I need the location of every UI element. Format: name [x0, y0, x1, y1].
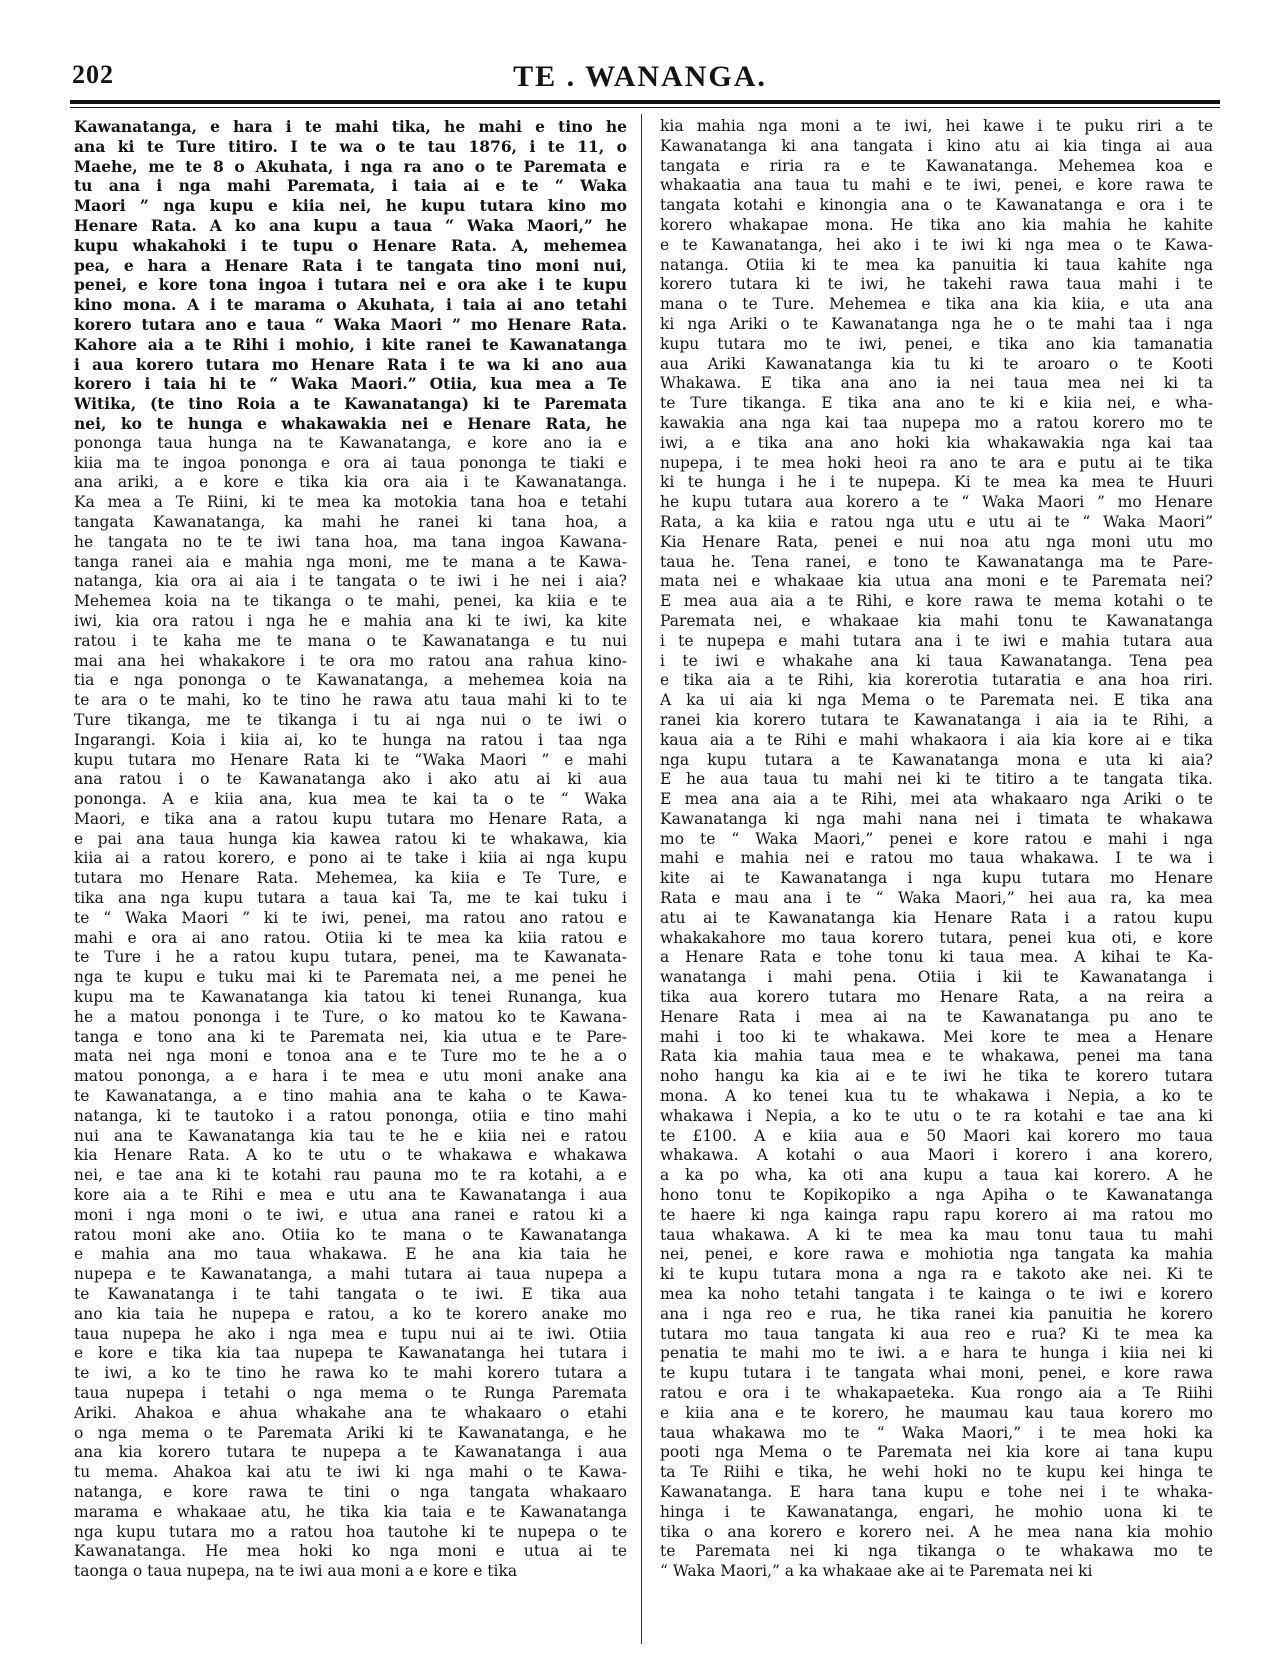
text-line: ana ariki, a e kore e tika kia ora aia i te Kawanatanga.	[74, 473, 627, 492]
text-line: tika o ana korero e korero nei. A he mea nana kia mohio	[660, 1522, 1213, 1541]
text-line: tika aua korero tutara mo Henare Rata, a na reira a	[660, 988, 1213, 1007]
text-line: ano kia taia he nupepa e ratou, a ko te korero anake mo	[74, 1304, 627, 1323]
text-line: Kahore aia a te Rihi i mohio, i kite ranei te Kawanatanga	[74, 334, 627, 354]
text-line: Witika, (te tino Roia a te Kawanatanga) ki te Paremata	[74, 394, 627, 414]
text-line: penatia te mahi mo te iwi. a e hara te hunga i kiia nei ki	[660, 1344, 1213, 1363]
text-line: taua he. Tena ranei, e tono te Kawanatanga ma te Pare-	[660, 552, 1213, 571]
text-line: tika ana nga kupu tutara a taua kai Ta, me te kai tuku i	[74, 889, 627, 908]
text-line: o nga mema o te Paremata Ariki ki te Kawanatanga, e he	[74, 1423, 627, 1442]
text-line: kore aia a te Rihi e mea e utu ana te Kawanatanga i aua	[74, 1186, 627, 1205]
text-line: korero tutara ki te iwi, he takehi rawa taua mahi i te	[660, 275, 1213, 294]
text-line: pea, e hara a Henare Rata i te tangata tino moni nui,	[74, 255, 627, 275]
text-line: e mahia ana mo taua whakawa. E he ana kia taia he	[74, 1245, 627, 1264]
text-line: whakakahore mo taua korero tutara, penei kua oti, e kore	[660, 928, 1213, 947]
text-line: Kawanatanga ki nga mahi nana nei i timata te whakawa	[660, 809, 1213, 828]
page-number: 202	[72, 60, 114, 89]
text-line: “ Waka Maori,” a ka whakaae ake ai te Paremata nei ki	[660, 1562, 1093, 1581]
text-line: ta Te Riihi e tika, he wehi hoki no te kupu kei hinga te	[660, 1463, 1213, 1482]
text-line: e tika aia a te Rihi, kia korerotia tutaratia e ana hoa riri.	[660, 671, 1213, 690]
text-line: kupu ma te Kawanatanga kia tatou ki tenei Runanga, kua	[74, 988, 627, 1007]
left-text-column	[74, 117, 627, 1637]
text-line: hinga i te Kawanatanga, engari, he mohio uona ki te	[660, 1502, 1213, 1521]
text-line: pooti nga Mema o te Paremata nei kia kore ai tana kupu	[660, 1443, 1213, 1462]
text-line: marama e whakaae atu, he tika kia taia e te Kawanatanga	[74, 1502, 627, 1521]
text-line: atu ai te Kawanatanga kia Henare Rata i a ratou kupu	[660, 908, 1213, 927]
text-line: ana ratou i o te Kawanatanga ako i ako atu ai ki aua	[74, 770, 627, 789]
text-line: tangata kotahi e kinongia ana o te Kawanatanga e ora i te	[660, 196, 1213, 215]
text-line: whakaatia ana taua tu mahi e te iwi, penei, e kore rawa te	[660, 176, 1213, 195]
text-line: taua whakawa mo te “ Waka Maori,” i te mea hoki ka	[660, 1423, 1213, 1442]
text-line: kupu whakahoki i te tupu o Henare Rata. A, mehemea	[74, 235, 627, 255]
text-line: kia Henare Rata. A ko te utu o te whakawa e whakawa	[74, 1146, 627, 1165]
text-line: te haere ki nga kainga rapu rapu korero ai ma ratou mo	[660, 1205, 1213, 1224]
text-line: Ture tikanga, me te tikanga i tu ai nga nui o te iwi o	[74, 710, 627, 729]
text-line: matou pononga, a e hara i te mea e utu moni anake ana	[74, 1067, 627, 1086]
text-line: natanga, ki te tautoko i a ratou pononga, otiia e tino mahi	[74, 1106, 627, 1125]
text-line: mata nei nga moni e tonoa ana e te Ture mo te he a o	[74, 1047, 627, 1066]
text-line: tangata Kawanatanga, ka mahi he ranei ki tana hoa, a	[74, 512, 627, 531]
text-line: te £100. A e kiia aua e 50 Maori kai korero mo taua	[660, 1126, 1213, 1145]
text-line: e kore e tika kia taa nupepa te Kawanatanga hei tutara i	[74, 1344, 627, 1363]
text-line: Maori ” nga kupu e kiia nei, he kupu tutara kino mo	[74, 196, 627, 216]
text-line: te ara o te mahi, ko te tino he rawa atu taua mahi ki to te	[74, 691, 627, 710]
text-line: nei, penei, e kore rawa e mohiotia nga tangata ka mahia	[660, 1245, 1213, 1264]
text-line: ki nga Ariki o te Kawanatanga nga he o te mahi taa i nga	[660, 314, 1213, 333]
text-line: Rata kia mahia taua mea e te whakawa, penei ma tana	[660, 1047, 1213, 1066]
text-line: ki te hunga i he i te nupepa. Ki te mea ka mea te Huuri	[660, 473, 1213, 492]
text-line: Paremata nei, e whakaae kia mahi tonu te Kawanatanga	[660, 611, 1213, 630]
text-line: Ka mea a Te Riini, ki te mea ka motokia tana hoa e tetahi	[74, 493, 627, 512]
text-line: te Ture i he a ratou kupu tutara, penei, ma te Kawanata-	[74, 948, 627, 967]
text-line: penei, e kore tona ingoa i tutara nei e ora ake i te kupu	[74, 275, 627, 295]
text-line: aua Ariki Kawanatanga kia tu ki te aroaro o te Kooti	[660, 354, 1213, 373]
text-line: ki te kupu tutara mona a nga ra e takoto ake nei. Ki te	[660, 1265, 1213, 1284]
text-line: mo te “ Waka Maori,” penei e kore ratou e mahi i nga	[660, 829, 1213, 848]
text-line: mahi e ora ai ano ratou. Otiia ki te mea ka kiia ratou e	[74, 928, 627, 947]
text-line: noho hangu ka kia ai e te iwi he tika te korero tutara	[660, 1067, 1213, 1086]
text-line: iwi, a e tika ana ano hoki kia whakawakia nga kai taa	[660, 433, 1213, 452]
header-rule-thick	[70, 100, 1220, 104]
text-line: kite ai te Kawanatanga i nga kupu tutara mo Henare	[660, 869, 1213, 888]
text-line: E mea ana aia a te Rihi, mei ata whakaaro nga Ariki o te	[660, 790, 1213, 809]
text-line: tanga ranei aia e mahia nga moni, me te mana a te Kawa-	[74, 552, 627, 571]
text-line: taua nupepa i tetahi o nga mema o te Runga Paremata	[74, 1384, 627, 1402]
text-line: ana kia korero tutara te nupepa a te Kawanatanga i aua	[74, 1443, 627, 1462]
text-line: Maehe, me te 8 o Akuhata, i nga ra ano o te Paremata e	[74, 156, 627, 176]
text-line: wanatanga i mahi pena. Otiia i kii te Kawanatanga i	[660, 968, 1213, 987]
text-line: whakawa i Nepia, a ko te utu o te ra kotahi e tae ana ki	[660, 1106, 1213, 1125]
text-line: taua nupepa he ako i nga mea e tupu nui ai te iwi. Otiia	[74, 1324, 627, 1343]
text-line: te kupu tutara i te tangata whai moni, penei, e kore rawa	[660, 1364, 1213, 1383]
text-line: tu mema. Ahakoa kai atu te iwi ki nga mahi o te Kawa-	[74, 1463, 627, 1482]
text-line: te Ture tikanga. E tika ana ano te ki e kiia nei, e wha-	[660, 394, 1213, 413]
text-line: te Kawanatanga i te tahi tangata o te iwi. E tika aua	[74, 1285, 627, 1304]
text-line: nei, ko te hunga e whakawakia nei e Henare Rata, he	[74, 413, 627, 433]
text-line: ranei kia korero tutara te Kawanatanga i aia ia te Rihi, a	[660, 710, 1213, 729]
text-line: kiia ai a ratou korero, e pono ai te take i kiia ai nga kupu	[74, 849, 627, 868]
text-line: he tangata no te te iwi tana hoa, ma tana ingoa Kawana-	[74, 532, 627, 551]
text-line: E mea aua aia a te Rihi, e kore rawa te mema kotahi o te	[660, 592, 1213, 611]
text-line: Maori, e tika ana a ratou kupu tutara mo Henare Rata, a	[74, 809, 627, 828]
text-line: tutara mo Henare Rata. Mehemea, ka kiia e Te Ture, e	[74, 869, 627, 888]
text-line: A ka ui aia ki nga Mema o te Paremata nei. E tika ana	[660, 691, 1213, 710]
text-line: tu ana i nga mahi Paremata, i taia ai e te “ Waka	[74, 176, 627, 196]
text-line: nei, e tae ana ki te kotahi rau pauna mo te ra kotahi, a e	[74, 1166, 627, 1185]
text-line: Henare Rata i mea ai na te Kawanatanga pu ano te	[660, 1007, 1213, 1026]
text-line: ana i nga reo e rua, he tika ranei kia panuitia he korero	[660, 1304, 1213, 1323]
text-line: te Paremata nei ki nga tikanga o te whakawa mo te	[660, 1542, 1213, 1561]
text-line: mata nei e whakaae kia utua ana moni e te Paremata nei?	[660, 572, 1213, 591]
text-line: kaua aia a te Rihi e mahi whakaora i aia kia kore ai e tika	[660, 730, 1213, 749]
text-line: mana o te Ture. Mehemea e tika ana kia kiia, e uta ana	[660, 295, 1213, 314]
masthead-title: TE . WANANGA.	[513, 60, 767, 93]
text-line: tanga e tono ana ki te Paremata nei, kia utua e te Pare-	[74, 1027, 627, 1046]
text-line: tangata e riria ra e te Kawanatanga. Mehemea koa e	[660, 156, 1213, 175]
text-line: ratou moni ake ano. Otiia ko te mana o te Kawanatanga	[74, 1225, 627, 1244]
text-line: kia mahia nga moni a te iwi, hei kawe i te puku riri a te	[660, 117, 1213, 135]
text-line: korero tutara ano e taua “ Waka Maori ” mo Henare Rata.	[74, 314, 627, 334]
text-line: mahi e mahia nei e ratou mo taua whakawa. I te wa i	[660, 849, 1213, 868]
text-line: nupepa e te Kawanatanga, a mahi tutara ai taua nupepa a	[74, 1265, 627, 1284]
text-line: a Henare Rata e tohe tonu ki taua mea. A kihai te Ka-	[660, 948, 1213, 967]
text-line: whakawa. A kotahi o aua Maori i korero i ana korero,	[660, 1146, 1213, 1165]
text-line: e pai ana taua hunga kia kawea ratou ki te whakawa, kia	[74, 829, 627, 848]
text-line: kiia ma te ingoa pononga e ora ai taua pononga te tiaki e	[74, 453, 627, 472]
text-line: he a matou pononga i te Ture, o ko matou ko te Kawana-	[74, 1007, 627, 1026]
text-line: e te Kawanatanga, hei ako i te iwi ki nga mea o te Kawa-	[660, 235, 1213, 254]
text-line: nga kupu tutara a te Kawanatanga mona e uta ki aia?	[660, 750, 1213, 769]
text-line: Henare Rata. A ko ana kupu a taua “ Waka Maori,” he	[74, 215, 627, 235]
text-line: Ingarangi. Koia i kiia ai, ko te hunga na ratou i taa nga	[74, 730, 627, 749]
text-line: Kawanatanga, e hara i te mahi tika, he mahi e tino he	[74, 117, 627, 136]
text-line: te Kawanatanga, a e tino mahia ana te kaha o te Kawa-	[74, 1087, 627, 1106]
header-rule-thin	[70, 107, 1220, 108]
column-divider	[641, 114, 642, 1644]
text-line: Rata, a ka kiia e ratou nga utu e utu ai te “ Waka Maori”	[660, 512, 1213, 531]
text-line: korero whakapae mona. He tika ano kia mahia he kahite	[660, 215, 1213, 234]
text-line: te iwi, a ko te tino he rawa ko te mahi korero tutara a	[74, 1364, 627, 1383]
text-line: nui ana te Kawanatanga kia tau te he e kiia nei e ratou	[74, 1126, 627, 1145]
text-line: Whakawa. E tika ana ano ia nei taua mea nei ki ta	[660, 374, 1213, 393]
text-line: i te iwi e whakahe ana ki taua Kawanatanga. Tena pea	[660, 651, 1213, 670]
text-line: Kia Henare Rata, penei e nui noa atu nga moni utu mo	[660, 532, 1213, 551]
text-line: Mehemea koia na te tikanga o te mahi, penei, ka kiia e te	[74, 592, 627, 611]
text-line: mona. A ko tenei kua tu te whakawa i Nepia, a ko te	[660, 1087, 1213, 1106]
text-line: natanga, kia ora ai aia i te tangata o te iwi i he nei i aia?	[74, 572, 627, 591]
text-line: moni i nga moni o te iwi, e utua ana ranei e ratou ki a	[74, 1205, 627, 1224]
text-line: tutara mo taua tangata ki aua reo e rua? Ki te mea ka	[660, 1324, 1213, 1343]
text-line: ratou i te kaha me te mana o te Kawanatanga e tu nui	[74, 631, 627, 650]
text-line: mea ka noho tetahi tangata i te kainga o te iwi e korero	[660, 1285, 1213, 1304]
text-line: kupu tutara mo te iwi, penei, e tika ano kia tamanatia	[660, 334, 1213, 353]
text-line: nga te kupu e tuku mai ki te Paremata nei, a me penei he	[74, 968, 627, 987]
text-line: natanga. Otiia ki te mea ka panuitia ki taua kahite nga	[660, 255, 1213, 274]
text-line: mahi i too ki te whakawa. Mei kore te mea a Henare	[660, 1027, 1213, 1046]
text-line: nupepa, i te mea hoki heoi ra ano te ara e putu ai te tika	[660, 453, 1213, 472]
text-line: E he aua taua tu mahi nei ki te titiro a te tangata tika.	[660, 770, 1213, 789]
text-line: nga kupu tutara mo a ratou hoa tautohe ki te nupepa o te	[74, 1522, 627, 1541]
right-text-column	[660, 117, 1213, 1637]
text-line: kawakia ana nga kai taa nupepa mo a ratou korero mo te	[660, 413, 1213, 432]
text-line: ratou e ora i te whakapaeteka. Kua rongo aia a Te Riihi	[660, 1384, 1213, 1402]
text-line: Kawanatanga ki ana tangata i kino atu ai kia tinga ai aua	[660, 136, 1213, 155]
text-line: i te nupepa e mahi tutara ana i te iwi e mahia tutara aua	[660, 631, 1213, 650]
text-line: e kiia ana e te korero, he maumau kau taua korero mo	[660, 1403, 1213, 1422]
text-line: ana ki te Ture titiro. I te wa o te tau 1876, i te 11, o	[74, 136, 627, 156]
text-line: hono tonu te Kopikopiko a nga Apiha o te Kawanatanga	[660, 1186, 1213, 1205]
text-line: iwi, kia ora ratou i nga he e mahia ana ki te iwi, ka kite	[74, 611, 627, 630]
text-line: natanga, e kore rawa te tini o nga tangata whakaaro	[74, 1482, 627, 1501]
text-line: pononga. A e kiia ana, kua mea te kai ta o te “ Waka	[74, 790, 627, 809]
text-line: kino mona. A i te marama o Akuhata, i taia ai ano tetahi	[74, 295, 627, 315]
text-line: te “ Waka Maori ” ki te iwi, penei, ma ratou ano ratou e	[74, 908, 627, 927]
text-line: taonga o taua nupepa, na te iwi aua moni a e kore e tika	[74, 1562, 518, 1581]
text-line: taua whakawa. A ki te mea ka mau tonu taua tu mahi	[660, 1225, 1213, 1244]
text-line: tia e nga pononga o te Kawanatanga, a mehemea koia na	[74, 671, 627, 690]
text-line: Rata e mau ana i te “ Waka Maori,” hei aua ra, ka mea	[660, 889, 1213, 908]
text-line: mai ana hei whakakore i te ora mo ratou ana rahua kino-	[74, 651, 627, 670]
text-line: Kawanatanga. E hara tana kupu e tohe nei i te whaka-	[660, 1482, 1213, 1501]
text-line: korero i taia hi te “ Waka Maori.” Otiia, kua mea a Te	[74, 374, 627, 394]
text-line: he kupu tutara aua korero a te “ Waka Maori ” mo Henare	[660, 493, 1213, 512]
text-line: Kawanatanga. He mea hoki ko nga moni e utua ai te	[74, 1542, 627, 1561]
text-line: pononga taua hunga na te Kawanatanga, e kore ano ia e	[74, 433, 627, 452]
text-line: a ka po wha, ka oti ana kupu a taua kai korero. A he	[660, 1166, 1213, 1185]
text-line: i aua korero tutara mo Henare Rata i te wa ki ano aua	[74, 354, 627, 374]
text-line: Ariki. Ahakoa e ahua whakahe ana te whakaaro o etahi	[74, 1403, 627, 1422]
text-line: kupu tutara mo Henare Rata ki te “Waka Maori ” e mahi	[74, 750, 627, 769]
